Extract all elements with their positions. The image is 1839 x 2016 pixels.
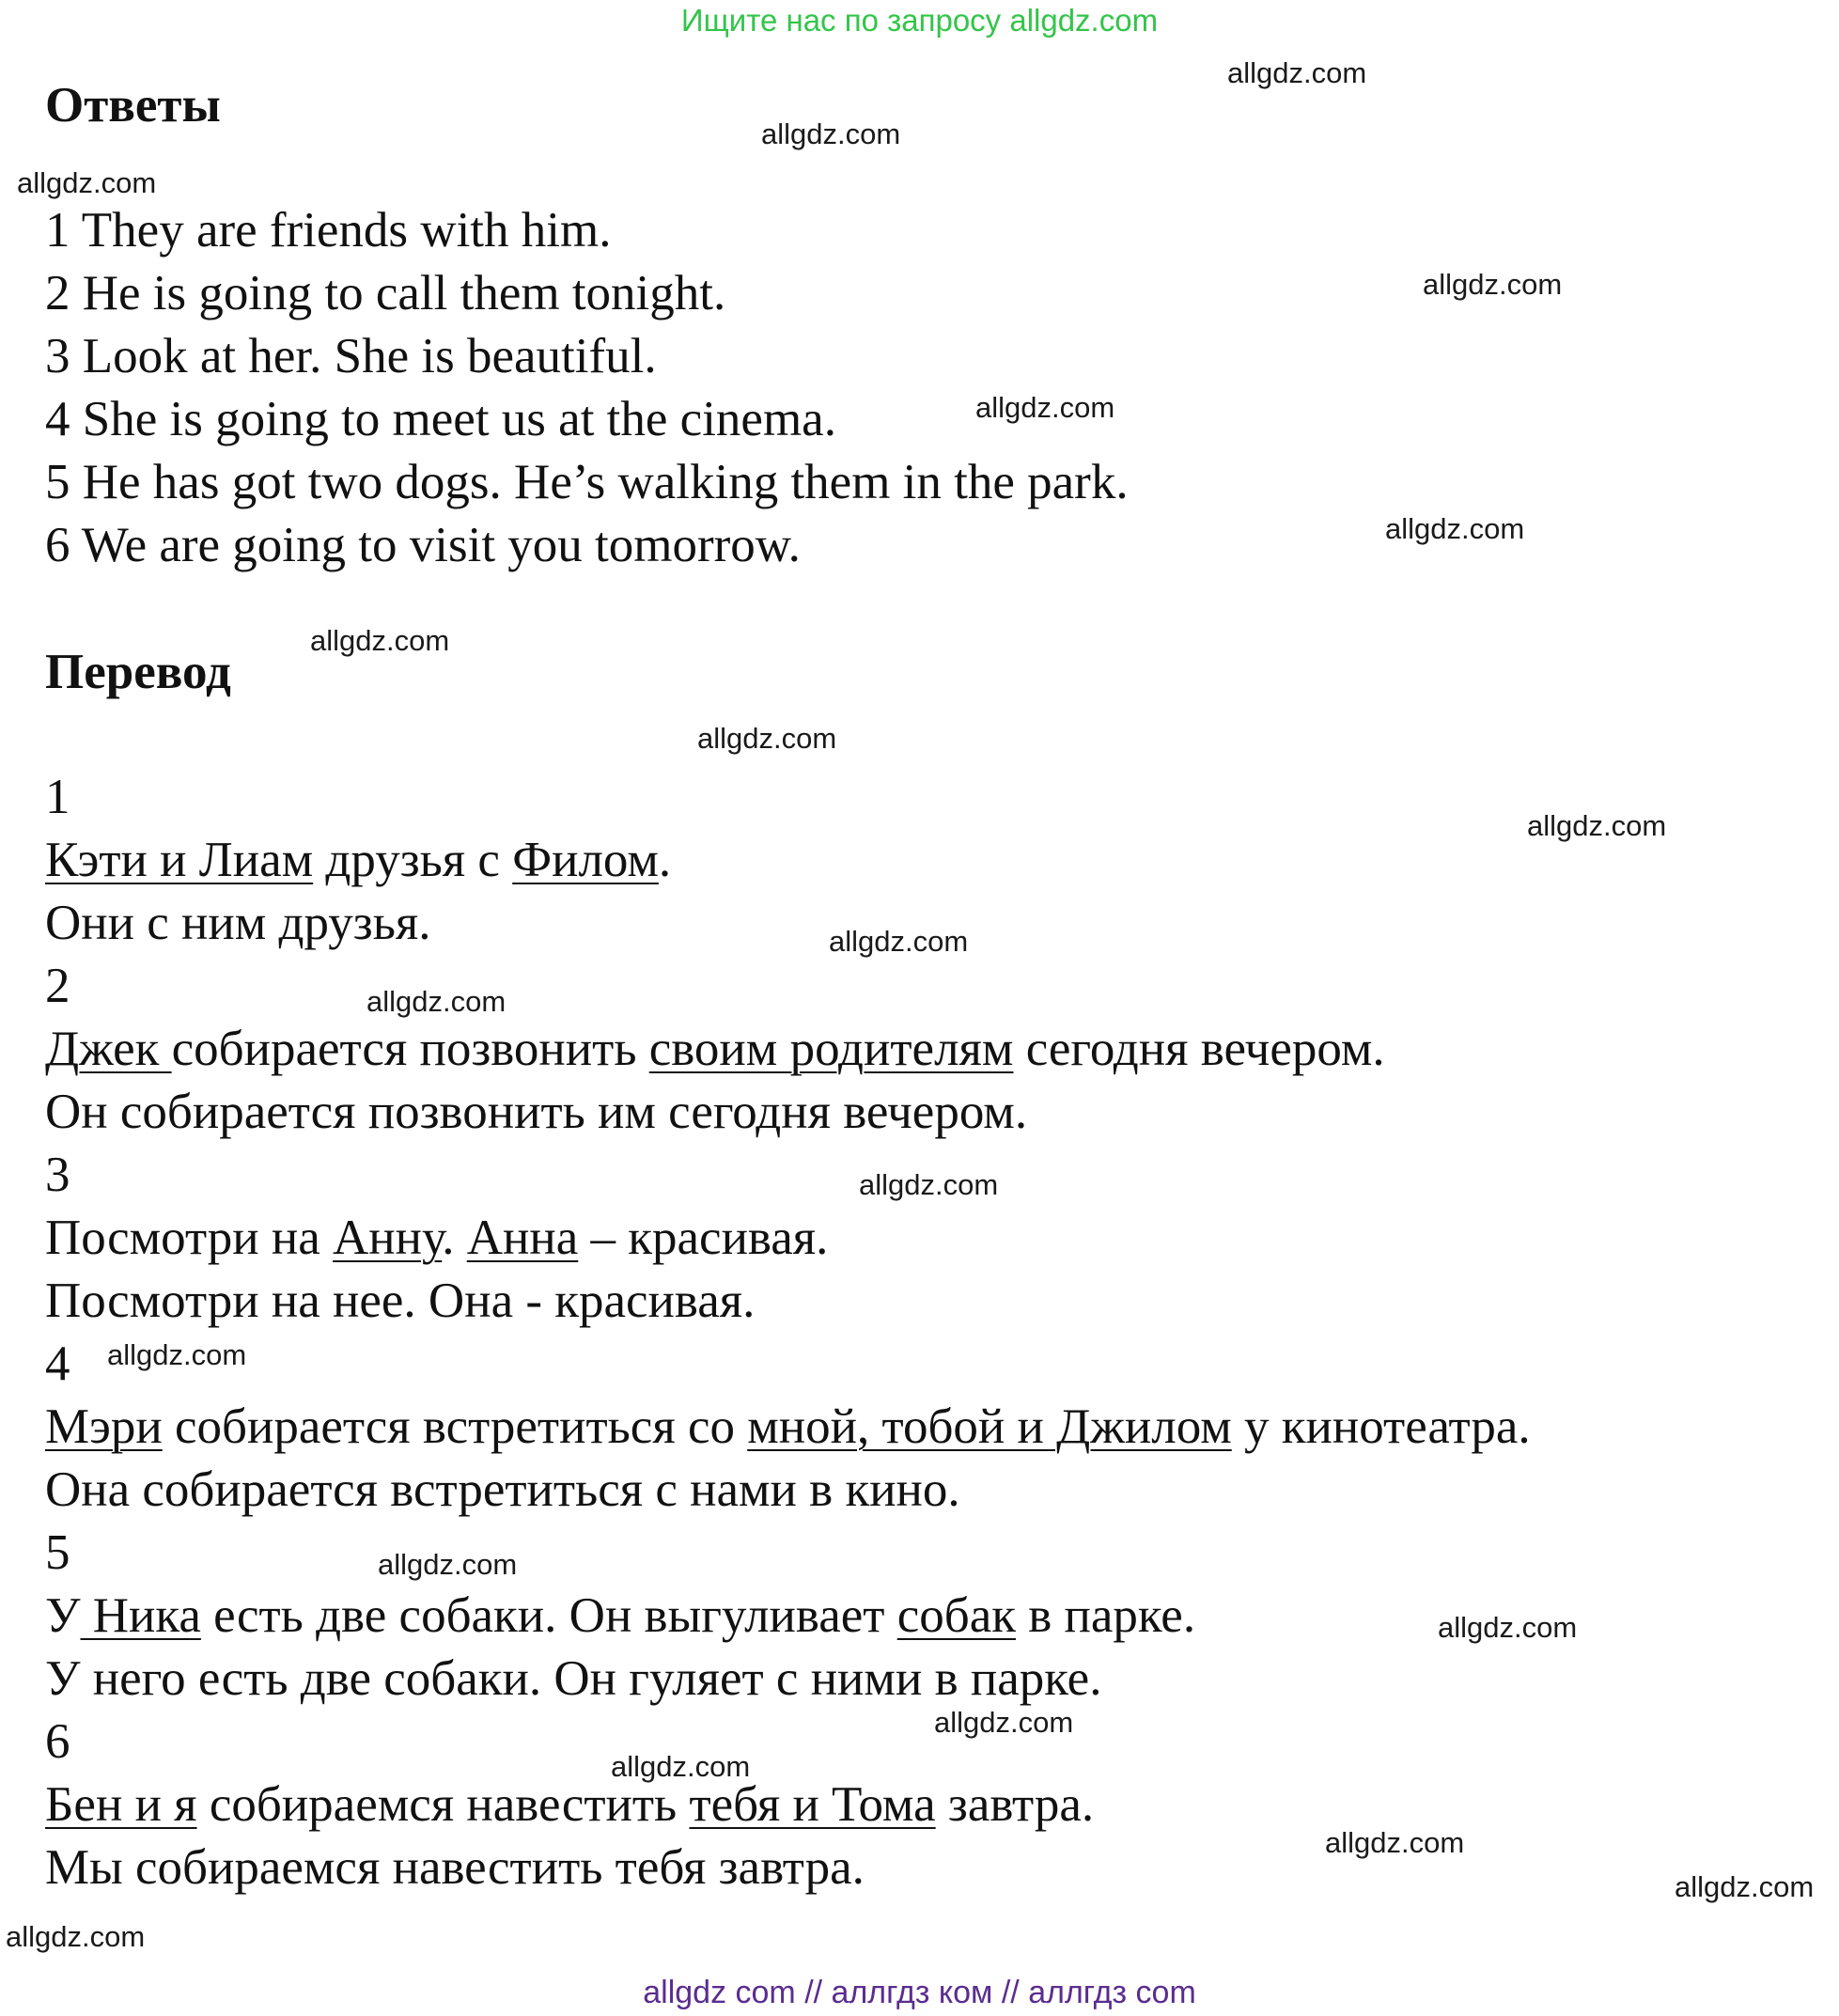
- translation-target-6: Мы собираемся навестить тебя завтра.: [45, 1840, 865, 1895]
- translation-number-1: 1: [45, 770, 70, 824]
- watermark: allgdz.com: [859, 1168, 999, 1201]
- translation-target-3: Посмотри на нее. Она - красивая.: [45, 1274, 756, 1328]
- watermark: allgdz.com: [975, 391, 1115, 424]
- translation-source-5: [45, 1585, 1195, 1647]
- translation-target-2: Он собирается позвонить им сегодня вечером.: [45, 1085, 1028, 1139]
- watermark: allgdz.com: [6, 1920, 146, 1953]
- answer-line-1: 1 They are friends with him.: [45, 203, 612, 258]
- source-fragment: Анна: [466, 1211, 579, 1265]
- source-fragment: Посмотри на: [45, 1211, 334, 1265]
- translation-source-3: [45, 1207, 828, 1269]
- source-fragment: Джек: [45, 1022, 172, 1076]
- source-fragment: Анну: [333, 1211, 443, 1265]
- translation-number-6: 6: [45, 1714, 70, 1769]
- source-fragment: Ника: [80, 1588, 201, 1643]
- watermark: allgdz.com: [1325, 1826, 1465, 1859]
- source-fragment: собирается встретиться со: [162, 1399, 748, 1454]
- source-fragment: у кинотеатра.: [1231, 1399, 1531, 1454]
- answer-line-5: 5 He has got two dogs. He’s walking them in the park.: [45, 455, 1129, 509]
- watermark: allgdz.com: [1227, 56, 1367, 89]
- answer-line-2: 2 He is going to call them tonight.: [45, 266, 726, 320]
- answer-line-3: 3 Look at her. She is beautiful.: [45, 329, 657, 383]
- source-fragment: сегодня вечером.: [1013, 1022, 1385, 1076]
- watermark: allgdz.com: [1675, 1870, 1815, 1903]
- source-fragment: .: [442, 1211, 467, 1265]
- watermark: allgdz.com: [934, 1706, 1074, 1739]
- watermark: allgdz.com: [829, 925, 969, 958]
- translation-source-1: [45, 829, 671, 891]
- watermark: allgdz.com: [107, 1338, 247, 1371]
- source-fragment: собираемся навестить: [196, 1777, 690, 1832]
- source-fragment: Филом: [512, 833, 659, 887]
- footer-links: allgdz com // аллгдз ком // аллгдз com: [643, 1975, 1196, 2010]
- watermark: allgdz.com: [697, 722, 837, 755]
- source-fragment: Кэти и Лиам: [45, 833, 314, 887]
- source-fragment: мной, тобой и Джилом: [747, 1399, 1232, 1454]
- source-fragment: Бен и я: [45, 1777, 197, 1832]
- source-fragment: У: [45, 1588, 81, 1643]
- source-fragment: тебя и Тома: [689, 1777, 936, 1832]
- source-fragment: – красивая.: [578, 1211, 829, 1265]
- source-fragment: Мэри: [45, 1399, 163, 1454]
- source-fragment: .: [658, 833, 672, 887]
- watermark: allgdz.com: [1527, 809, 1667, 842]
- translation-target-4: Она собирается встретиться с нами в кино.: [45, 1462, 960, 1517]
- top-search-banner: Ищите нас по запросу allgdz.com: [680, 3, 1159, 38]
- source-fragment: своим родителям: [648, 1022, 1014, 1076]
- translation-number-2: 2: [45, 959, 70, 1013]
- source-fragment: собак: [896, 1588, 1016, 1643]
- source-fragment: собирается позвонить: [171, 1022, 649, 1076]
- answer-line-4: 4 She is going to meet us at the cinema.: [45, 392, 836, 446]
- watermark: allgdz.com: [1423, 268, 1563, 301]
- translation-target-5: У него есть две собаки. Он гуляет с ними в парке.: [45, 1651, 1102, 1706]
- translation-number-4: 4: [45, 1336, 70, 1391]
- translation-source-2: [45, 1018, 1385, 1080]
- watermark: allgdz.com: [378, 1548, 518, 1581]
- answers-heading: Ответы: [45, 78, 221, 133]
- translation-source-6: [45, 1774, 1094, 1836]
- source-fragment: есть две собаки. Он выгуливает: [200, 1588, 897, 1643]
- watermark: allgdz.com: [310, 624, 450, 657]
- answer-line-6: 6 We are going to visit you tomorrow.: [45, 518, 801, 572]
- translation-number-5: 5: [45, 1525, 70, 1580]
- watermark: allgdz.com: [1385, 512, 1525, 545]
- watermark: allgdz.com: [17, 166, 157, 199]
- translation-source-4: [45, 1396, 1531, 1458]
- watermark: allgdz.com: [366, 985, 507, 1018]
- translation-number-3: 3: [45, 1148, 70, 1202]
- watermark: allgdz.com: [1438, 1611, 1578, 1644]
- watermark: allgdz.com: [611, 1750, 751, 1783]
- translation-heading: Перевод: [45, 645, 231, 699]
- watermark: allgdz.com: [761, 117, 901, 150]
- translation-target-1: Они с ним друзья.: [45, 896, 431, 950]
- source-fragment: в парке.: [1015, 1588, 1196, 1643]
- source-fragment: завтра.: [935, 1777, 1095, 1832]
- source-fragment: друзья с: [313, 833, 513, 887]
